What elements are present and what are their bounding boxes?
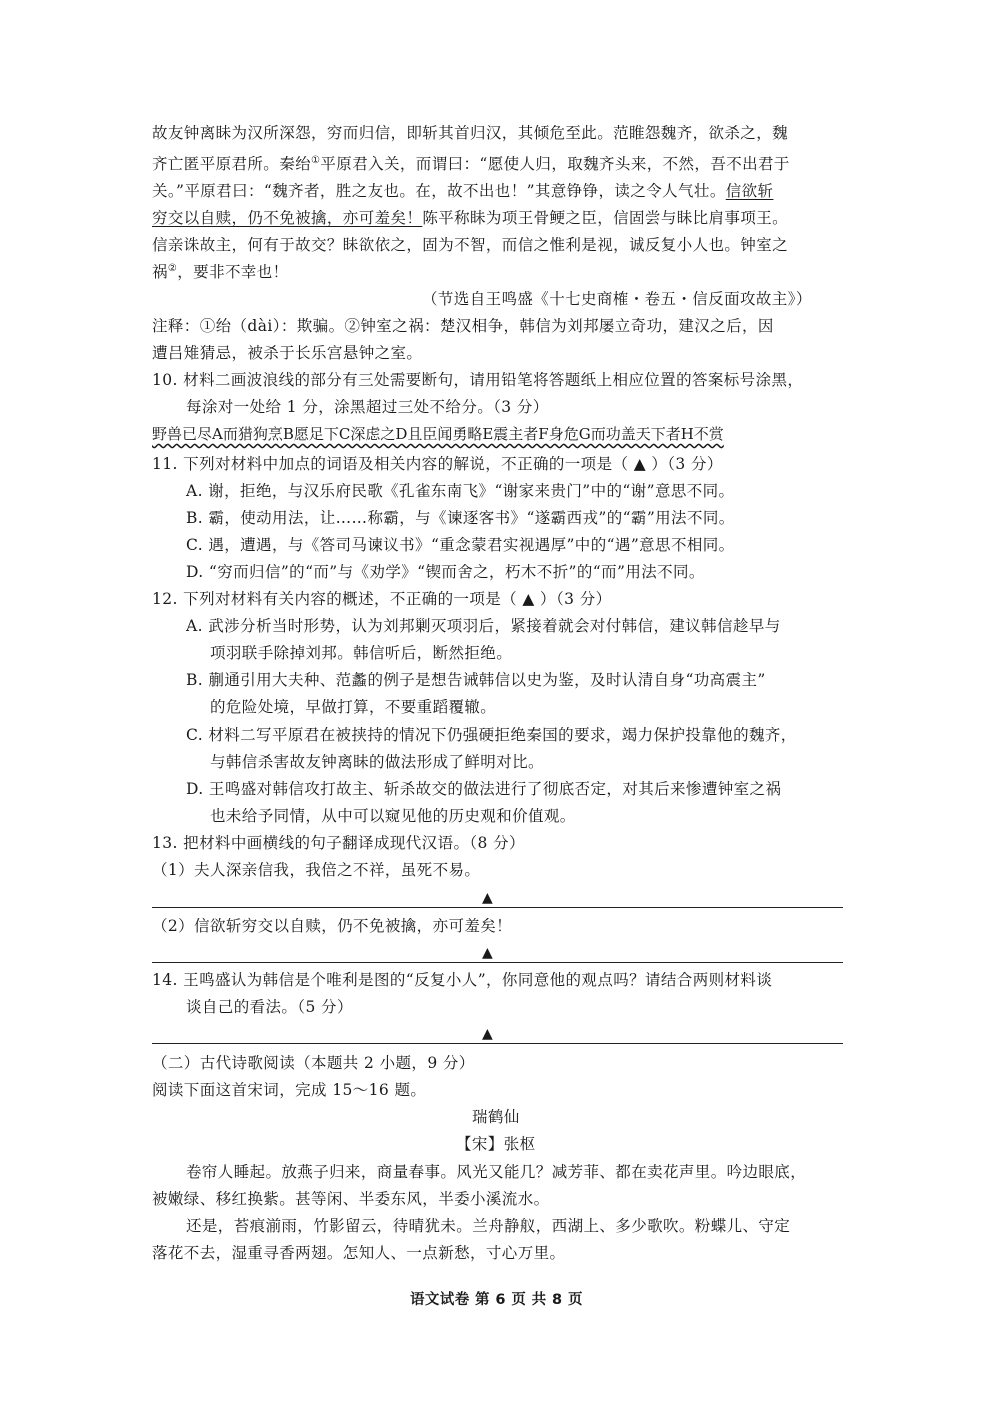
poem-line: 还是，苔痕湔雨，竹影留云，待晴犹未。兰舟静舣，西湖上、多少歌吹。粉蝶儿、守定 (186, 1217, 791, 1235)
page-footer: 语文试卷 第 6 页 共 8 页 (410, 1292, 583, 1308)
passage-text: 平原君入关，而谓曰：“愿使人归，取魏齐头来，不然，吾不出君于 (320, 155, 790, 173)
answer-mark-icon: ▲ (482, 890, 493, 906)
question-12-option-d-cont: 也未给予同情，从中可以窥见他的历史观和价值观。 (210, 807, 576, 825)
answer-line[interactable] (152, 1043, 843, 1044)
passage-text: 关。”平原君曰：“魏齐者，胜之友也。在，故不出也！”其意铮铮，读之令人气壮。 (152, 182, 726, 200)
question-13-sentence-1: （1）夫人深亲信我，我倍之不祥，虽死不易。 (152, 861, 481, 879)
passage-text: 陈平称眛为项王骨鲠之臣，信固尝与眛比肩事项王。 (422, 209, 789, 227)
question-10-stem: 每涂对一处给 1 分，涂黑超过三处不给分。（3 分） (186, 398, 549, 416)
question-11-stem: 11. 下列对材料中加点的词语及相关内容的解说，不正确的一项是（ ▲ ）（3 分） (152, 455, 723, 473)
passage-line (152, 208, 788, 228)
question-12-option-a-cont: 项羽联手除掉刘邦。韩信听后，断然拒绝。 (210, 644, 513, 662)
question-13-stem: 13. 把材料中画横线的句子翻译成现代汉语。（8 分） (152, 834, 525, 852)
wavy-underlined-text: 野兽已尽A而猎狗烹B愿足下C深虑之D且臣闻勇略E震主者F身危G而功盖天下者H不赏 (152, 425, 724, 443)
passage-text: 齐亡匿平原君所。秦绐 (152, 155, 312, 173)
poem-line: 被嫩绿、移红换紫。甚等闲、半委东风，半委小溪流水。 (152, 1190, 550, 1208)
question-13-sentence-2: （2）信欲斩穷交以自赎，仍不免被擒，亦可羞矣！ (152, 917, 513, 935)
answer-mark-icon: ▲ (482, 1026, 493, 1042)
poem-author: 【宋】张枢 (456, 1135, 536, 1153)
question-12-option-a: A. 武涉分析当时形势，认为刘邦剿灭项羽后，紧接着就会对付韩信，建议韩信趁早与 (186, 617, 781, 635)
passage-line (152, 154, 790, 174)
passage-text: ，要非不幸也！ (177, 263, 289, 281)
notes-line: 注释：①绐（dài）：欺骗。②钟室之祸：楚汉相争，韩信为刘邦屡立奇功，建汉之后，因 (152, 317, 774, 335)
answer-line[interactable] (152, 907, 843, 908)
question-14-stem: 14. 王鸣盛认为韩信是个唯利是图的“反复小人”，你同意他的观点吗？请结合两则材料谈 (152, 971, 773, 989)
question-12-option-c-cont: 与韩信杀害故友钟离眛的做法形成了鲜明对比。 (210, 753, 544, 771)
passage-line: 故友钟离眛为汉所深怨，穷而归信，即斩其首归汉，其倾危至此。范睢怨魏齐，欲杀之，魏 (152, 124, 789, 142)
footnote-marker: ① (311, 154, 321, 166)
section-instruction: 阅读下面这首宋词，完成 15～16 题。 (152, 1081, 427, 1099)
question-11-option-c: C. 遇，遭遇，与《答司马谏议书》“重念蒙君实视遇厚”中的“遇”意思不相同。 (186, 536, 735, 554)
question-12-option-c: C. 材料二写平原君在被挟持的情况下仍强硬拒绝秦国的要求，竭力保护投靠他的魏齐， (186, 726, 797, 744)
passage-text: 祸 (152, 263, 168, 281)
question-11-option-a: A. 谢，拒绝，与汉乐府民歌《孔雀东南飞》“谢家来贵门”中的“谢”意思不同。 (186, 482, 735, 500)
poem-line: 落花不去，湿重寻香两翅。怎知人、一点新愁，寸心万里。 (152, 1244, 566, 1262)
answer-line[interactable] (152, 962, 843, 963)
footnote-marker: ② (167, 262, 178, 274)
passage-line (152, 181, 773, 201)
question-11-option-b: B. 霸，使动用法，让……称霸，与《谏逐客书》“遂霸西戎”的“霸”用法不同。 (186, 509, 735, 527)
poem-line: 卷帘人睡起。放燕子归来，商量春事。风光又能几？减芳菲、都在卖花声里。吟边眼底， (186, 1163, 807, 1181)
answer-mark-icon: ▲ (482, 945, 493, 961)
question-11-option-d: D. “穷而归信”的“而”与《劝学》“锲而舍之，朽木不折”的“而”用法不同。 (186, 563, 705, 581)
passage-line (152, 262, 289, 282)
question-12-option-b: B. 蒯通引用大夫种、范蠡的例子是想告诫韩信以史为鉴，及时认清自身“功高震主” (186, 671, 766, 689)
poem-title: 瑞鹤仙 (472, 1108, 520, 1126)
underlined-sentence: 信欲斩 (725, 182, 774, 200)
question-10-wavy-text (152, 424, 724, 444)
question-12-stem: 12. 下列对材料有关内容的概述，不正确的一项是（ ▲ ）（3 分） (152, 590, 612, 608)
passage-line: 信亲诛故主，何有于故交？眛欲依之，固为不智，而信之惟利是视，诚反复小人也。钟室之 (152, 236, 789, 254)
passage-source: （节选自王鸣盛《十七史商榷・卷五・信反面攻故主》） (422, 290, 812, 308)
notes-line: 遭吕雉猜忌，被杀于长乐宫悬钟之室。 (152, 344, 423, 362)
section-heading: （二）古代诗歌阅读（本题共 2 小题，9 分） (152, 1054, 475, 1072)
question-14-stem: 谈自己的看法。（5 分） (186, 998, 353, 1016)
question-12-option-b-cont: 的危险处境，早做打算，不要重蹈覆辙。 (210, 698, 497, 716)
underlined-sentence: 穷交以自赎，仍不免被擒，亦可羞矣！ (152, 209, 423, 227)
question-12-option-d: D. 王鸣盛对韩信攻打故主、斩杀故交的做法进行了彻底否定，对其后来惨遭钟室之祸 (186, 780, 782, 798)
question-10-stem: 10. 材料二画波浪线的部分有三处需要断句，请用铅笔将答题纸上相应位置的答案标号涂黑， (152, 371, 804, 389)
